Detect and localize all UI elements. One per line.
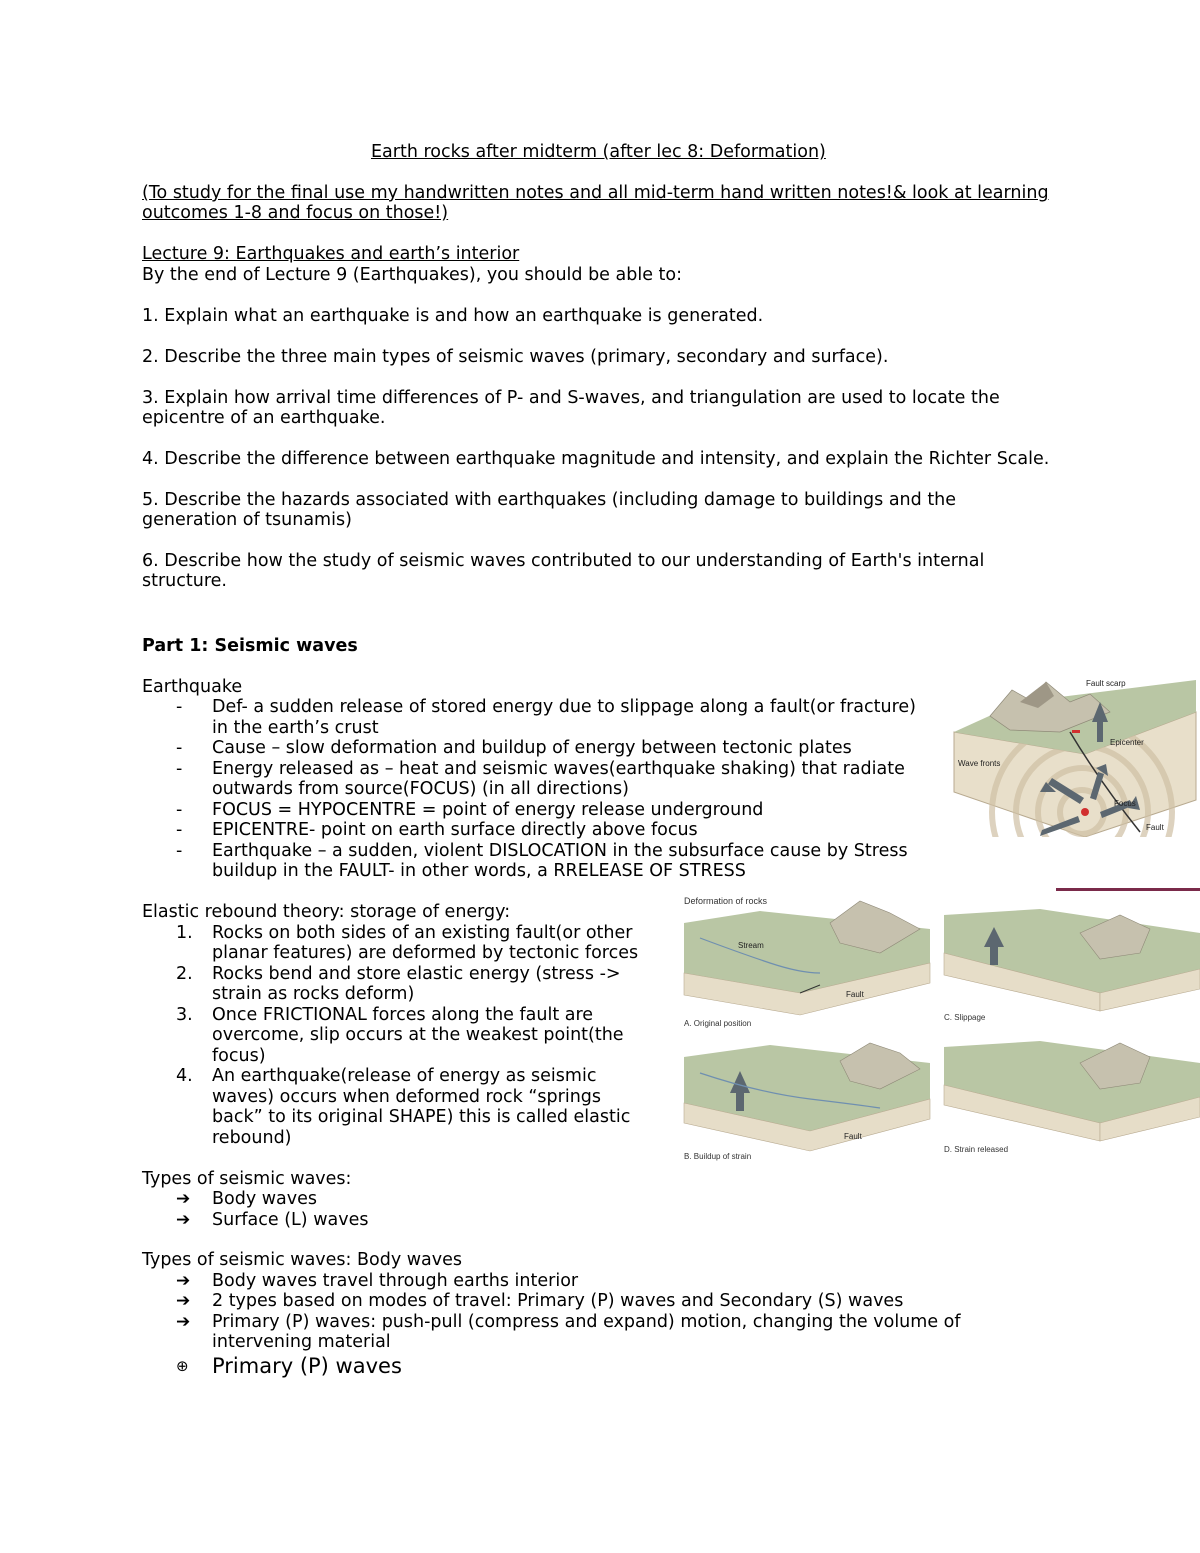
arrow-bullet-icon: ➔ — [176, 1312, 191, 1332]
label-fault-scarp: Fault scarp — [1086, 679, 1126, 688]
body-item-2: 2 types based on modes of travel: Primary (P) waves and Secondary (S) waves — [212, 1291, 904, 1311]
label-focus: Focus — [1114, 799, 1136, 808]
types-item-surface: Surface (L) waves — [212, 1210, 369, 1230]
label-epicenter: Epicenter — [1110, 738, 1144, 747]
study-note-line-2: outcomes 1-8 and focus on those!) — [142, 203, 449, 223]
eq-energy-cont: outwards from source(FOCUS) (in all directions) — [212, 779, 629, 799]
bullet-dash: - — [176, 738, 183, 758]
eq-def-cont: in the earth’s crust — [212, 718, 379, 738]
arrow-bullet-icon: ➔ — [176, 1210, 191, 1230]
eq-dislocation-cont: buildup in the FAULT- in other words, a RRELEASE OF STRESS — [212, 861, 746, 881]
elastic-item-2: Rocks bend and store elastic energy (stress -> — [212, 964, 621, 984]
part1-heading: Part 1: Seismic waves — [142, 636, 358, 656]
label-fault: Fault — [1146, 823, 1164, 832]
panel-c-slippage — [944, 909, 1200, 1022]
caption-a: A. Original position — [684, 1019, 752, 1028]
caption-b: B. Buildup of strain — [684, 1152, 752, 1161]
types-item-body: Body waves — [212, 1189, 318, 1209]
list-number: 2. — [176, 964, 193, 984]
eq-energy: Energy released as – heat and seismic waves(earthquake shaking) that radiate — [212, 759, 905, 779]
bullet-dash: - — [176, 841, 183, 861]
caption-d: D. Strain released — [944, 1145, 1009, 1154]
list-number: 4. — [176, 1066, 193, 1086]
figure2-title: Deformation of rocks — [684, 896, 768, 906]
list-number: 1. — [176, 923, 193, 943]
panel-a-original-position — [684, 901, 930, 1028]
outcome-3: 3. Explain how arrival time differences of P- and S-waves, and triangulation are used to locate the — [142, 388, 1000, 408]
accent-divider — [1056, 888, 1200, 891]
caption-c: C. Slippage — [944, 1013, 986, 1022]
primary-waves-subheading: Primary (P) waves — [212, 1354, 402, 1378]
elastic-item-4-cont: waves) occurs when deformed rock “springs — [212, 1087, 602, 1107]
body-item-3: Primary (P) waves: push-pull (compress and expand) motion, changing the volume of — [212, 1312, 961, 1332]
label-fault-b: Fault — [844, 1132, 862, 1141]
lecture-heading: Lecture 9: Earthquakes and earth’s interior — [142, 244, 520, 264]
earthquake-block-diagram — [950, 672, 1200, 837]
bullet-dash: - — [176, 800, 183, 820]
page-title: Earth rocks after midterm (after lec 8: Deformation) — [371, 142, 826, 162]
panel-d-strain-released — [944, 1041, 1200, 1154]
types-label: Types of seismic waves: — [142, 1169, 352, 1189]
elastic-item-1: Rocks on both sides of an existing fault(or other — [212, 923, 633, 943]
outcome-3-cont: epicentre of an earthquake. — [142, 408, 386, 428]
elastic-item-4-cont2: back” to its original SHAPE) this is called elastic — [212, 1107, 631, 1127]
body-label: Types of seismic waves: Body waves — [142, 1250, 463, 1270]
outcome-4: 4. Describe the difference between earthquake magnitude and intensity, and explain the Richter Scale. — [142, 449, 1050, 469]
deformation-of-rocks-figure — [680, 893, 1200, 1165]
outcome-5-cont: generation of tsunamis) — [142, 510, 352, 530]
outcome-2: 2. Describe the three main types of seismic waves (primary, secondary and surface). — [142, 347, 889, 367]
label-stream: Stream — [738, 941, 764, 950]
elastic-item-3: Once FRICTIONAL forces along the fault are — [212, 1005, 594, 1025]
elastic-item-2-cont: strain as rocks deform) — [212, 984, 415, 1004]
elastic-item-1-cont: planar features) are deformed by tectonic forces — [212, 943, 639, 963]
elastic-item-3-cont2: focus) — [212, 1046, 266, 1066]
body-item-1: Body waves travel through earths interior — [212, 1271, 579, 1291]
earthquake-label: Earthquake — [142, 677, 243, 697]
body-item-3-cont: intervening material — [212, 1332, 391, 1352]
eq-epicentre: EPICENTRE- point on earth surface directly above focus — [212, 820, 698, 840]
circle-plus-bullet-icon: ⊕ — [176, 1357, 189, 1375]
outcome-6: 6. Describe how the study of seismic waves contributed to our understanding of Earth's internal — [142, 551, 985, 571]
elastic-label: Elastic rebound theory: storage of energy: — [142, 902, 511, 922]
list-number: 3. — [176, 1005, 193, 1025]
arrow-bullet-icon: ➔ — [176, 1291, 191, 1311]
panel-b-buildup-of-strain — [684, 1043, 930, 1161]
label-fault-a: Fault — [846, 990, 864, 999]
elastic-item-3-cont: overcome, slip occurs at the weakest point(the — [212, 1025, 624, 1045]
elastic-item-4-cont3: rebound) — [212, 1128, 292, 1148]
elastic-item-4: An earthquake(release of energy as seismic — [212, 1066, 597, 1086]
bullet-dash: - — [176, 759, 183, 779]
label-wave-fronts: Wave fronts — [958, 759, 1001, 768]
arrow-bullet-icon: ➔ — [176, 1271, 191, 1291]
outcome-5: 5. Describe the hazards associated with earthquakes (including damage to buildings and the — [142, 490, 957, 510]
eq-focus: FOCUS = HYPOCENTRE = point of energy release underground — [212, 800, 764, 820]
eq-cause: Cause – slow deformation and buildup of energy between tectonic plates — [212, 738, 852, 758]
bullet-dash: - — [176, 697, 183, 717]
outcome-1: 1. Explain what an earthquake is and how an earthquake is generated. — [142, 306, 764, 326]
study-note-line-1: (To study for the final use my handwritten notes and all mid-term hand written notes!& look at learning — [142, 183, 1049, 203]
eq-dislocation: Earthquake – a sudden, violent DISLOCATION in the subsurface cause by Stress — [212, 841, 908, 861]
arrow-bullet-icon: ➔ — [176, 1189, 191, 1209]
lecture-intro: By the end of Lecture 9 (Earthquakes), you should be able to: — [142, 265, 682, 285]
eq-def: Def- a sudden release of stored energy due to slippage along a fault(or fracture) — [212, 697, 917, 717]
bullet-dash: - — [176, 820, 183, 840]
outcome-6-cont: structure. — [142, 571, 227, 591]
